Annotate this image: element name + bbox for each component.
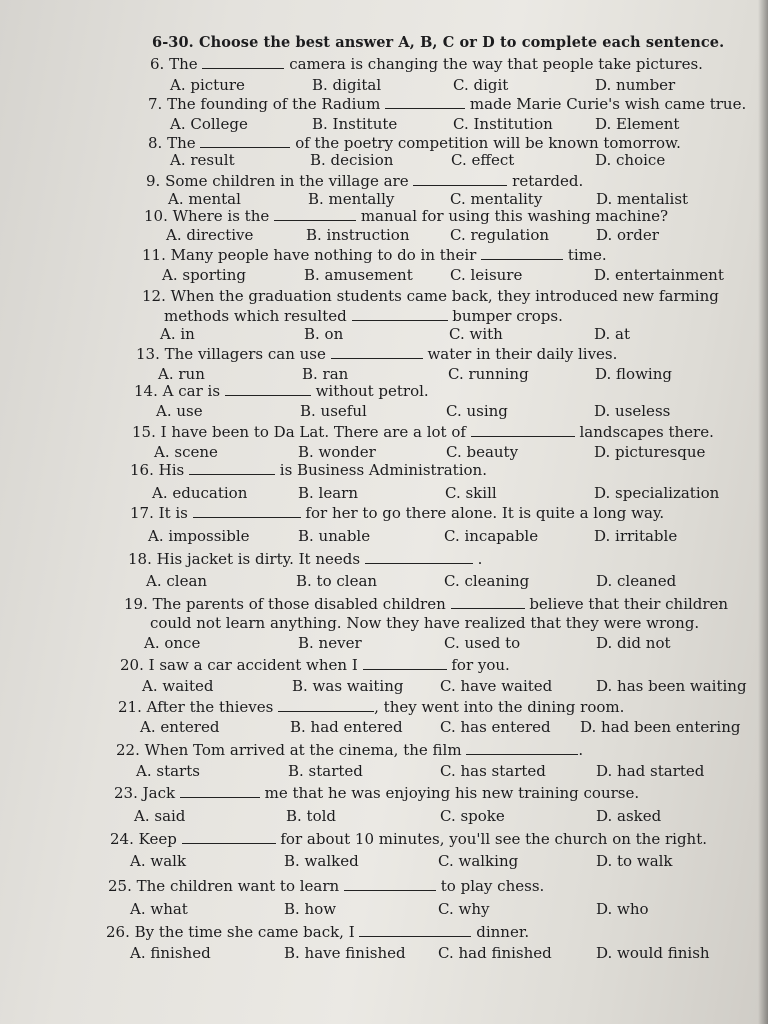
exercise-heading: 6-30. Choose the best answer A, B, C or D to complete each sentence.	[152, 34, 725, 51]
options-22	[136, 762, 736, 780]
question-23	[114, 783, 639, 802]
option-d: D. entertainment	[594, 266, 724, 284]
question-11	[142, 245, 607, 264]
option-c: C. mentality	[450, 190, 543, 208]
question-26	[106, 922, 529, 941]
option-a: A. in	[160, 325, 195, 343]
question-text-before: The founding of the Radium	[167, 95, 381, 113]
question-text-line-2: could not learn anything. Now they have realized that they were wrong.	[150, 614, 700, 632]
option-d: D. had started	[596, 762, 705, 780]
answer-blank	[193, 503, 301, 518]
option-a: A. result	[170, 151, 235, 169]
question-number: 16.	[130, 461, 154, 479]
question-9	[146, 171, 583, 190]
answer-blank	[365, 549, 473, 564]
option-a: A. finished	[130, 944, 211, 962]
answer-blank	[385, 94, 465, 109]
question-number: 17.	[130, 504, 154, 522]
question-text-before: The children want to learn	[136, 877, 340, 895]
question-number: 15.	[132, 423, 156, 441]
options-23	[134, 807, 734, 825]
question-number: 7.	[148, 95, 163, 113]
answer-blank	[451, 594, 525, 609]
option-b: B. Institute	[312, 115, 398, 133]
option-b: B. amusement	[304, 266, 413, 284]
option-b: B. ran	[302, 365, 349, 383]
question-text-after: time.	[567, 246, 607, 264]
option-a: A. College	[170, 115, 248, 133]
question-number: 26.	[106, 923, 130, 941]
question-text-after: .	[578, 741, 584, 759]
option-d: D. useless	[594, 402, 671, 420]
options-25	[130, 900, 730, 918]
option-a: A. scene	[154, 443, 218, 461]
question-text-before: Jack	[142, 784, 176, 802]
option-d: D. irritable	[594, 527, 678, 545]
option-d: D. mentalist	[596, 190, 689, 208]
question-text-after: for her to go there alone. It is quite a long way.	[305, 504, 665, 522]
option-c: C. beauty	[446, 443, 519, 461]
question-text-before: Keep	[138, 830, 177, 848]
question-number: 19.	[124, 595, 148, 613]
question-number: 22.	[116, 741, 140, 759]
option-c: C. running	[448, 365, 529, 383]
question-text-after: .	[477, 550, 483, 568]
option-b: B. walked	[284, 852, 359, 870]
answer-blank	[471, 422, 575, 437]
option-a: A. waited	[142, 677, 214, 695]
option-b: B. instruction	[306, 226, 410, 244]
options-11	[162, 266, 722, 284]
option-c: C. why	[438, 900, 490, 918]
question-22	[116, 740, 583, 759]
options-16	[152, 484, 732, 502]
option-b: B. useful	[300, 402, 367, 420]
question-text-before: His jacket is dirty. It needs	[156, 550, 361, 568]
answer-blank	[225, 381, 311, 396]
option-b: B. have finished	[284, 944, 406, 962]
options-24	[130, 852, 730, 870]
option-b: B. started	[288, 762, 363, 780]
question-text-after: camera is changing the way that people take pictures.	[289, 55, 703, 73]
options-6	[170, 76, 690, 94]
answer-blank	[278, 697, 374, 712]
option-b: B. decision	[310, 151, 394, 169]
answer-blank	[344, 876, 436, 891]
option-a: A. impossible	[148, 527, 250, 545]
answer-blank	[481, 245, 563, 260]
question-text-before: When Tom arrived at the cinema, the film	[144, 741, 462, 759]
question-text-before: After the thieves	[146, 698, 274, 716]
option-d: D. did not	[596, 634, 671, 652]
question-text-after: me that he was enjoying his new training course.	[264, 784, 640, 802]
question-text-before: His	[158, 461, 185, 479]
question-25	[108, 876, 544, 895]
question-text-before: It is	[158, 504, 188, 522]
question-text-before: When the graduation students came back, they introduced new farming	[170, 287, 719, 305]
option-d: D. flowing	[595, 365, 672, 383]
question-text-before: I have been to Da Lat. There are a lot of	[160, 423, 466, 441]
options-12	[160, 325, 680, 343]
question-13	[136, 344, 617, 363]
question-text-before: A car is	[162, 382, 221, 400]
answer-blank	[363, 655, 447, 670]
option-a: A. entered	[140, 718, 220, 736]
option-d: D. who	[596, 900, 649, 918]
question-number: 23.	[114, 784, 138, 802]
question-text-before: Some children in the village are	[165, 172, 409, 190]
option-d: D. cleaned	[596, 572, 677, 590]
page-edge-shadow	[758, 0, 768, 1024]
options-10	[166, 226, 690, 244]
option-a: A. what	[130, 900, 188, 918]
question-text-after: without petrol.	[315, 382, 429, 400]
answer-blank	[331, 344, 423, 359]
question-16	[130, 460, 487, 479]
question-number: 18.	[128, 550, 152, 568]
option-a: A. run	[158, 365, 205, 383]
answer-blank	[200, 133, 290, 148]
question-text-after: to play chess.	[440, 877, 545, 895]
question-7	[148, 94, 746, 113]
question-text-before: The	[169, 55, 198, 73]
option-a: A. said	[134, 807, 186, 825]
question-text-line-2: methods which resulted	[164, 307, 347, 325]
question-24	[110, 829, 707, 848]
question-text-after: manual for using this washing machine?	[360, 207, 669, 225]
option-c: C. walking	[438, 852, 519, 870]
question-text-after: , they went into the dining room.	[374, 698, 625, 716]
options-21	[140, 718, 740, 736]
option-c: C. using	[446, 402, 508, 420]
option-d: D. picturesque	[594, 443, 706, 461]
option-a: A. mental	[168, 190, 241, 208]
options-7	[170, 115, 690, 133]
question-text-after: for you.	[451, 656, 510, 674]
question-number: 10.	[144, 207, 168, 225]
option-b: B. how	[284, 900, 337, 918]
option-b: B. was waiting	[292, 677, 404, 695]
question-number: 14.	[134, 382, 158, 400]
option-b: B. learn	[298, 484, 359, 502]
question-text-after: believe that their children	[529, 595, 729, 613]
option-c: C. had finished	[438, 944, 552, 962]
question-text-after: water in their daily lives.	[427, 345, 618, 363]
question-text-before: I saw a car accident when I	[148, 656, 358, 674]
option-c: C. has entered	[440, 718, 551, 736]
question-text-before: The	[167, 134, 196, 152]
option-c: C. skill	[445, 484, 497, 502]
option-a: A. walk	[130, 852, 187, 870]
option-d: D. asked	[596, 807, 662, 825]
question-number: 6.	[150, 55, 165, 73]
option-c: C. used to	[444, 634, 521, 652]
question-text-after: landscapes there.	[579, 423, 714, 441]
question-14	[134, 381, 429, 400]
option-a: A. use	[156, 402, 203, 420]
options-20	[142, 677, 747, 695]
answer-blank	[180, 783, 260, 798]
option-c: C. Institution	[453, 115, 553, 133]
options-26	[130, 944, 730, 962]
answer-blank	[466, 740, 578, 755]
question-text-after: for about 10 minutes, you'll see the church on the right.	[280, 830, 708, 848]
option-b: B. digital	[312, 76, 382, 94]
question-10	[144, 206, 668, 225]
option-a: A. sporting	[162, 266, 246, 284]
question-20	[120, 655, 510, 674]
answer-blank	[413, 171, 507, 186]
question-text-after: dinner.	[476, 923, 530, 941]
option-b: B. unable	[298, 527, 371, 545]
question-number: 13.	[136, 345, 160, 363]
option-c: C. with	[449, 325, 503, 343]
option-d: D. choice	[595, 151, 666, 169]
question-6	[150, 54, 703, 73]
option-b: B. told	[286, 807, 337, 825]
question-17	[130, 503, 664, 522]
option-c: C. cleaning	[444, 572, 530, 590]
options-18	[146, 572, 706, 590]
option-c: C. incapable	[444, 527, 539, 545]
question-21	[118, 697, 624, 716]
option-d: D. Element	[595, 115, 680, 133]
option-b: B. had entered	[290, 718, 403, 736]
option-a: A. education	[152, 484, 248, 502]
answer-blank	[359, 922, 471, 937]
question-text-after: of the poetry competition will be known tomorrow.	[295, 134, 681, 152]
answer-blank	[189, 460, 275, 475]
options-19	[144, 634, 704, 652]
option-b: B. mentally	[308, 190, 395, 208]
option-a: A. once	[144, 634, 201, 652]
option-b: B. to clean	[296, 572, 378, 590]
question-text-before: The villagers can use	[164, 345, 326, 363]
option-c: C. spoke	[440, 807, 505, 825]
options-14	[156, 402, 686, 420]
answer-blank	[352, 306, 448, 321]
option-c: C. effect	[451, 151, 515, 169]
options-17	[148, 527, 708, 545]
option-b: B. on	[304, 325, 344, 343]
option-a: A. directive	[166, 226, 254, 244]
question-text-before: Where is the	[172, 207, 270, 225]
question-text-after: made Marie Curie's wish came true.	[469, 95, 747, 113]
question-number: 24.	[110, 830, 134, 848]
option-c: C. has started	[440, 762, 546, 780]
question-number: 11.	[142, 246, 166, 264]
question-number: 9.	[146, 172, 161, 190]
question-text-before: The parents of those disabled children	[152, 595, 446, 613]
option-d: D. at	[594, 325, 630, 343]
options-15	[154, 443, 714, 461]
answer-blank	[182, 829, 276, 844]
option-d: D. order	[596, 226, 659, 244]
question-text-before: By the time she came back, I	[134, 923, 355, 941]
option-c: C. regulation	[450, 226, 550, 244]
option-a: A. picture	[170, 76, 245, 94]
option-d: D. had been entering	[580, 718, 741, 736]
question-18	[128, 549, 482, 568]
option-d: D. to walk	[596, 852, 673, 870]
answer-blank	[202, 54, 284, 69]
question-number: 20.	[120, 656, 144, 674]
option-c: C. have waited	[440, 677, 553, 695]
question-number: 12.	[142, 287, 166, 305]
option-b: B. wonder	[298, 443, 376, 461]
options-8	[170, 151, 690, 169]
question-12	[142, 287, 719, 305]
question-text-before: Many people have nothing to do in their	[170, 246, 477, 264]
question-number: 21.	[118, 698, 142, 716]
question-19	[124, 594, 728, 613]
answer-blank	[274, 206, 356, 221]
question-number: 8.	[148, 134, 163, 152]
option-a: A. starts	[136, 762, 200, 780]
option-b: B. never	[298, 634, 362, 652]
option-d: D. has been waiting	[596, 677, 747, 695]
option-d: D. number	[595, 76, 676, 94]
option-d: D. would finish	[596, 944, 710, 962]
option-c: C. digit	[453, 76, 509, 94]
option-c: C. leisure	[450, 266, 523, 284]
question-12-line-2	[164, 306, 563, 325]
option-a: A. clean	[146, 572, 208, 590]
question-text-after: retarded.	[512, 172, 584, 190]
question-text-after: bumper crops.	[452, 307, 563, 325]
question-number: 25.	[108, 877, 132, 895]
question-text-after: is Business Administration.	[279, 461, 487, 479]
question-19-line-2	[150, 614, 699, 632]
question-15	[132, 422, 714, 441]
question-8	[148, 133, 681, 152]
option-d: D. specialization	[594, 484, 720, 502]
